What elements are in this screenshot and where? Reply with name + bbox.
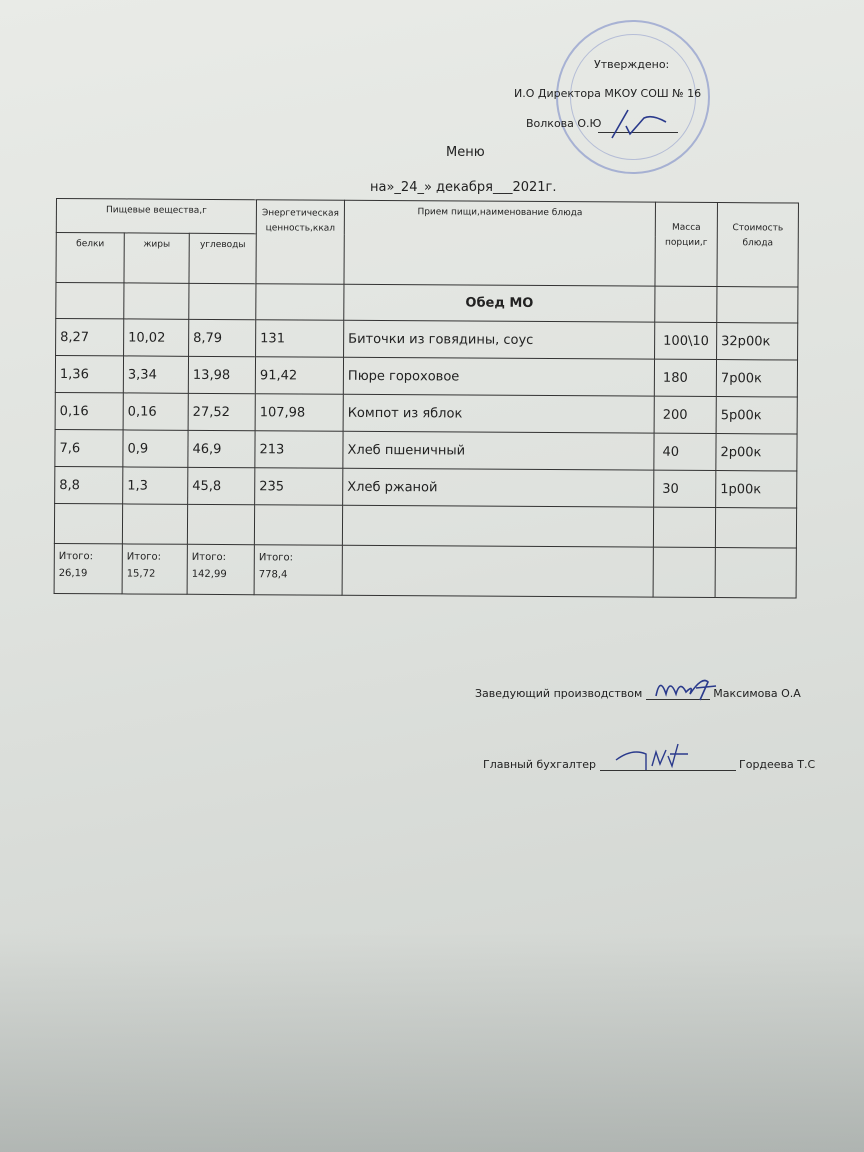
director-signature: [604, 104, 674, 144]
empty-row: [54, 503, 796, 548]
menu-table: [54, 198, 799, 599]
empty-cell: [342, 505, 653, 547]
approval-name: Волкова О.Ю: [526, 117, 602, 130]
empty-cell: [653, 547, 715, 597]
mass-cell: 180: [654, 359, 716, 396]
fats-cell: 10,02: [124, 319, 189, 356]
paper-shadow: [0, 932, 864, 1152]
proteins-cell: 7,6: [55, 429, 123, 466]
header-carbs: углеводы: [189, 233, 256, 283]
energy-cell: 235: [255, 468, 343, 506]
fats-cell: 0,16: [123, 393, 188, 430]
price-cell: 7р00к: [716, 360, 797, 397]
energy-cell: 213: [255, 431, 343, 469]
header-dish: Прием пищи,наименование блюда: [344, 200, 656, 286]
total-proteins-cell: [54, 543, 122, 593]
total-proteins: 26,19: [58, 568, 88, 580]
empty-cell: [715, 508, 796, 548]
energy-cell: 91,42: [255, 357, 343, 395]
empty-cell: [187, 504, 254, 544]
total-label: Итого:: [191, 551, 227, 564]
carbs-cell: 13,98: [188, 356, 255, 393]
table-row: [55, 466, 797, 508]
price-cell: 5р00к: [716, 397, 797, 434]
price-cell: 2р00к: [716, 434, 797, 471]
dish-cell: Биточки из говядины, соус: [344, 320, 655, 359]
menu-date: на»_24_» декабря___2021г.: [370, 180, 557, 195]
dish-cell: Пюре гороховое: [343, 357, 654, 396]
table-row: [56, 319, 798, 361]
fats-cell: 3,34: [123, 356, 188, 393]
section-empty-cell: [124, 283, 189, 319]
chef-signature: [650, 670, 720, 704]
total-fats: 15,72: [126, 568, 156, 580]
total-fats-cell: [122, 544, 187, 594]
total-label: Итого:: [126, 551, 162, 563]
accountant-role: Главный бухгалтер: [483, 758, 596, 771]
total-label: Итого:: [258, 552, 294, 564]
proteins-cell: 1,36: [55, 356, 123, 393]
header-row-1: [56, 199, 798, 238]
table-row: [55, 392, 797, 434]
section-empty-cell: [717, 287, 798, 323]
mass-cell: 100\10: [655, 322, 717, 359]
header-fats: жиры: [124, 233, 189, 283]
header-proteins: белки: [56, 233, 124, 283]
dish-cell: Компот из яблок: [343, 394, 654, 433]
section-empty-cell: [56, 283, 124, 319]
dish-cell: Хлеб пшеничный: [343, 431, 654, 470]
empty-cell: [715, 548, 796, 598]
totals-row: [54, 543, 796, 598]
approval-role: И.О Директора МКОУ СОШ № 16: [514, 87, 702, 100]
dish-cell: Хлеб ржаной: [343, 468, 654, 507]
fats-cell: 1,3: [123, 467, 188, 504]
proteins-cell: 8,27: [56, 319, 124, 356]
accountant-signature: [612, 740, 692, 774]
chef-signature-row: [475, 687, 801, 700]
carbs-cell: 27,52: [188, 393, 255, 430]
fats-cell: 0,9: [123, 430, 188, 467]
header-price: Стоимость блюда: [717, 203, 799, 287]
section-empty-cell: [655, 286, 717, 322]
empty-cell: [653, 507, 715, 547]
section-empty-cell: [189, 283, 256, 319]
table-row: [55, 429, 797, 471]
header-mass: Масса порции,г: [655, 202, 718, 286]
energy-cell: 107,98: [255, 394, 343, 432]
total-energy-cell: [254, 545, 342, 596]
section-empty-cell: [256, 284, 344, 321]
total-carbs: 142,99: [191, 568, 227, 581]
section-row: [56, 283, 798, 324]
proteins-cell: 8,8: [55, 466, 123, 503]
total-label: Итого:: [58, 551, 94, 563]
mass-cell: 40: [654, 433, 716, 470]
total-carbs-cell: [187, 544, 254, 594]
empty-cell: [122, 504, 187, 544]
header-nutrients: Пищевые вещества,г: [56, 199, 256, 234]
carbs-cell: 8,79: [189, 319, 256, 356]
empty-cell: [254, 505, 342, 546]
header-energy: Энергетическая ценность,ккал: [256, 200, 345, 285]
price-cell: 32р00к: [717, 323, 798, 360]
approval-title: Утверждено:: [594, 58, 670, 71]
proteins-cell: 0,16: [55, 392, 123, 429]
menu-title: Меню: [446, 145, 485, 160]
table-row: [55, 356, 797, 398]
section-title: Обед МО: [344, 284, 655, 322]
empty-cell: [342, 545, 653, 597]
energy-cell: 131: [256, 320, 344, 358]
price-cell: 1р00к: [716, 471, 797, 508]
empty-cell: [54, 503, 122, 543]
mass-cell: 200: [654, 396, 716, 433]
carbs-cell: 45,8: [188, 467, 255, 504]
chef-name: Максимова О.А: [713, 687, 801, 700]
chef-role: Заведующий производством: [475, 687, 643, 700]
accountant-name: Гордеева Т.С: [739, 758, 816, 771]
mass-cell: 30: [654, 470, 716, 507]
total-energy: 778,4: [258, 569, 288, 581]
carbs-cell: 46,9: [188, 430, 255, 467]
